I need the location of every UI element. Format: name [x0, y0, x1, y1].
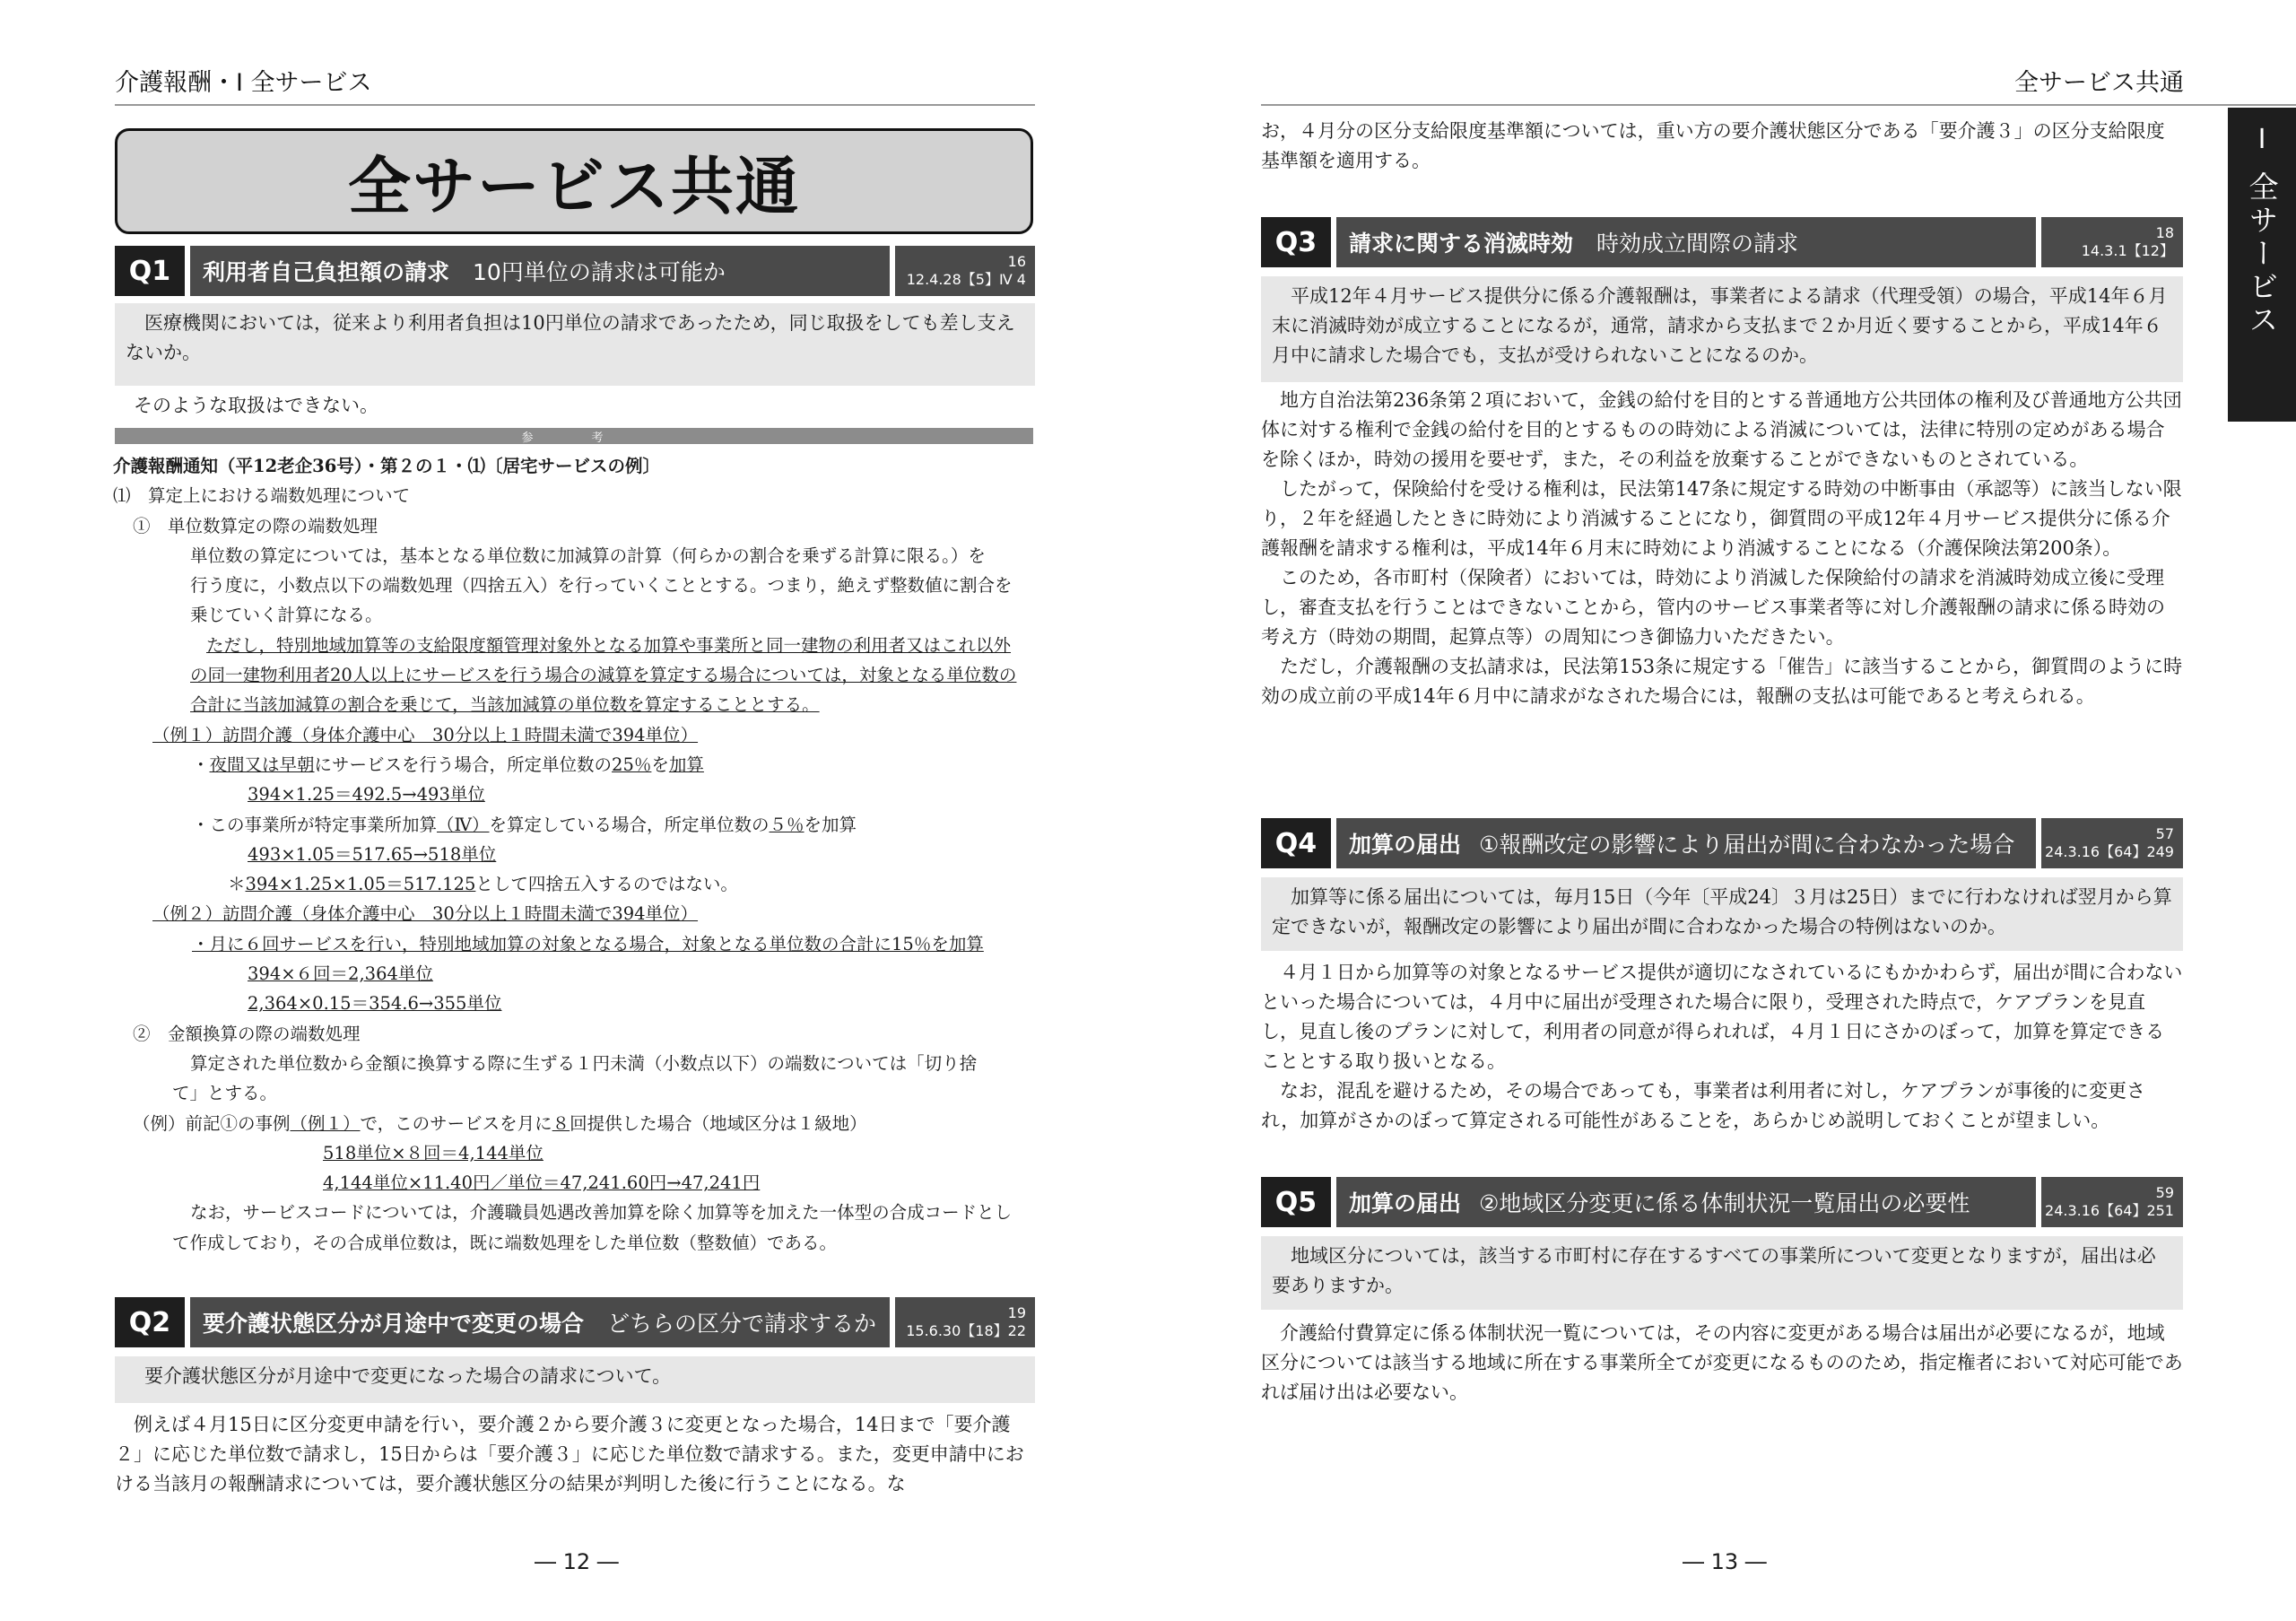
ref-line: ① 単位数算定の際の端数処理: [133, 515, 378, 536]
q2-ref-source: 15.6.30【18】22: [906, 1322, 1026, 1339]
ref-line: ② 金額換算の際の端数処理: [133, 1023, 361, 1044]
ref-line: 394×６回＝2,364単位: [248, 963, 433, 985]
q2-question: 要介護状態区分が月途中で変更になった場合の請求について。: [115, 1356, 1035, 1403]
q1-number: Q1: [115, 246, 185, 296]
header-rule-right: [1261, 104, 2183, 106]
ref-text: を: [651, 754, 669, 775]
q1-header: [115, 246, 1035, 296]
q4-header: [1261, 818, 2183, 868]
ref-line: 行う度に，小数点以下の端数処理（四捨五入）を行っていくこととする。つまり，絶えず整数値に割合を: [190, 575, 1013, 597]
ref-text: （Ⅳ）: [437, 814, 490, 835]
q1-reference: [895, 246, 1035, 296]
ref-line: ・月に６回サービスを行い，特別地域加算の対象となる場合，対象となる単位数の合計に15％を加算: [192, 933, 984, 954]
ref-line: 394×1.25＝492.5→493単位: [248, 784, 485, 806]
ref-line: ただし，特別地域加算等の支給限度額管理対象外となる加算や事業所と同一建物の利用者又はこれ以外: [206, 634, 1012, 656]
page-number-right: ― 13 ―: [1683, 1549, 1767, 1574]
q5-reference: [2041, 1177, 2183, 1227]
ref-text: ）: [680, 724, 699, 745]
q3-answer: [1261, 386, 2183, 711]
q4-title: 加算の届出: [1349, 832, 1462, 858]
q4-reference: [2041, 818, 2183, 868]
q3-number: Q3: [1261, 217, 1331, 267]
ref-line: 単位数の算定については，基本となる単位数に加減算の計算（何らかの割合を乗ずる計算に限る。）を: [190, 545, 986, 566]
ref-text: 加算: [668, 754, 704, 775]
q5-ref-number: 59: [2155, 1184, 2174, 1201]
ref-line: ⑴ 算定上における端数処理について: [113, 485, 411, 507]
ref-text: で，このサービスを月に: [360, 1112, 552, 1134]
ref-text: として四捨五入するのではない。: [475, 874, 738, 895]
q3-answer-para: したがって，保険給付を受ける権利は，民法第147条に規定する時効の中断事由（承認等）に該当しない限り，２年を経過したときに時効により消滅することになり，御質問の平成12年４月サービス提供分に係る介護報酬を請求する権利は，平成14年６月末に時効により消滅することになる（介護保険法第200条）。: [1261, 478, 2182, 559]
q3-title-bar: [1336, 217, 2036, 267]
ref-line: [113, 720, 1037, 750]
section-title-box: [115, 128, 1033, 234]
chapter-tab-label: 全サービス: [2244, 171, 2280, 337]
q3-question: 平成12年４月サービス提供分に係る介護報酬は，事業者による請求（代理受領）の場合，平成14年６月末に消滅時効が成立することになるが，通常，請求から支払まで２か月近く要することから，平成14年６月中に請求した場合でも，支払が受けられないことになるのか。: [1261, 276, 2183, 382]
q1-answer: そのような取扱はできない。: [134, 395, 378, 416]
ref-text: ８: [552, 1112, 570, 1134]
q2-reference: [895, 1297, 1035, 1347]
ref-text: 394単位: [612, 724, 681, 745]
q2-number: Q2: [115, 1297, 185, 1347]
ref-text: ＊: [228, 874, 246, 895]
ref-text: にサービスを行う場合，所定単位数の: [314, 754, 613, 775]
q1-ref-source: 12.4.28【5】Ⅳ 4: [906, 271, 1026, 288]
q3-answer-para: ただし，介護報酬の支払請求は，民法第153条に規定する「催告」に該当することから，御質問のように時効の成立前の平成14年６月中に請求がなされた場合には，報酬の支払は可能であると考えられる。: [1261, 656, 2183, 707]
chapter-tab[interactable]: [2228, 108, 2296, 422]
ref-text: 回提供した場合（地域区分は１級地）: [570, 1112, 867, 1134]
ref-line: 算定された単位数から金額に換算する際に生ずる１円未満（小数点以下）の端数については「切り捨: [190, 1052, 978, 1074]
q5-answer: 介護給付費算定に係る体制状況一覧については，その内容に変更がある場合は届出が必要になるが，地域区分については該当する地域に所在する事業所全てが変更になるもののため，指定権者において対応可能であれば届け出は必要ない。: [1261, 1322, 2183, 1403]
q4-answer-para: なお，混乱を避けるため，その場合であっても，事業者は利用者に対し，ケアプランが事後的に変更され，加算がさかのぼって算定される可能性があることを，あらかじめ説明しておくことが望ましい。: [1261, 1080, 2145, 1131]
q3-reference: [2041, 217, 2183, 267]
reference-bar: [115, 428, 1033, 444]
reference-label: 参 考: [521, 431, 627, 445]
ref-text: ・この事業所が特定事業所加算: [192, 814, 438, 835]
ref-line: なお，サービスコードについては，介護職員処遇改善加算を除く加算等を加えた一体型の合成コードとし: [190, 1202, 1013, 1224]
running-head: 介護報酬・Ⅰ 全サービス: [115, 69, 372, 97]
ref-text: 夜間又は早朝: [209, 754, 315, 775]
ref-line: 介護報酬通知（平12老企36号）・第２の１・⑴〔居宅サービスの例〕: [113, 456, 661, 476]
ref-text: 25％: [612, 754, 652, 775]
reference-body: [113, 451, 1037, 1258]
ref-line: 合計に当該加減算の割合を乗じて，当該加減算の単位数を算定することとする。: [190, 694, 820, 716]
q2-answer: 例えば４月15日に区分変更申請を行い，要介護２から要介護３に変更となった場合，14日まで「要介護２」に応じた単位数で請求し，15日からは「要介護３」に応じた単位数で請求する。また，変更申請中における当該月の報酬請求については，要介護状態区分の結果が判明した後に行うことになる。な: [115, 1414, 1024, 1495]
ref-text: （例１）: [290, 1112, 361, 1134]
q1-title: 利用者自己負担額の請求: [203, 259, 450, 285]
page-number: ― 12 ―: [535, 1549, 619, 1574]
q2-subtitle: どちらの区分で請求するか: [607, 1311, 877, 1337]
ref-line: 4,144単位×11.40円／単位＝47,241.60円→47,241円: [323, 1172, 761, 1194]
q5-number: Q5: [1261, 1177, 1331, 1227]
ref-text: を算定している場合，所定単位数の: [489, 814, 770, 835]
q4-subtitle: ①報酬改定の影響により届出が間に合わなかった場合: [1479, 832, 2015, 858]
ref-line: [113, 810, 1037, 840]
ref-line: [113, 750, 1037, 780]
ref-text: （例１）訪問介護（身体介護中心 30分以上１時間未満で: [152, 724, 613, 745]
q4-question: 加算等に係る届出については，毎月15日（今年〔平成24〕３月は25日）までに行わなければ翌月から算定できないが，報酬改定の影響により届出が間に合わなかった場合の特例はないのか。: [1261, 877, 2183, 951]
q1-ref-number: 16: [1007, 253, 1026, 270]
q3-answer-para: 地方自治法第236条第２項において，金銭の給付を目的とする普通地方公共団体の権利及び普通地方公共団体に対する権利で金銭の給付を目的とするものの時効による消滅については，法律に特別の定めがある場合を除くほか，時効の援用を要せず，また，その利益を放棄することができないものとされている。: [1261, 389, 2182, 470]
q4-ref-number: 57: [2155, 825, 2174, 842]
ref-text: ５％: [769, 814, 804, 835]
q3-ref-source: 14.3.1【12】: [2081, 242, 2174, 259]
q2-ref-number: 19: [1007, 1304, 1026, 1321]
q2-answer-continued: お，４月分の区分支給限度基準額については，重い方の要介護状態区分である「要介護３」の区分支給限度基準額を適用する。: [1261, 120, 2165, 171]
running-head-right: 全サービス共通: [2014, 69, 2184, 97]
ref-line: [113, 869, 1037, 899]
q5-subtitle: ②地域区分変更に係る体制状況一覧届出の必要性: [1479, 1190, 1970, 1216]
ref-line: （例２）訪問介護（身体介護中心 30分以上１時間未満で394単位）: [152, 903, 699, 925]
q2-title: 要介護状態区分が月途中で変更の場合: [203, 1311, 585, 1337]
q2-header: [115, 1297, 1035, 1347]
ref-line: 乗じていく計算になる。: [190, 605, 383, 626]
q1-title-bar: [190, 246, 890, 296]
q1-subtitle: 10円単位の請求は可能か: [473, 259, 726, 285]
q1-question: 医療機関においては，従来より利用者負担は10円単位の請求であったため，同じ取扱をしても差し支えないか。: [115, 303, 1035, 386]
header-rule: [115, 104, 1035, 106]
q3-ref-number: 18: [2155, 224, 2174, 241]
ref-line: 2,364×0.15＝354.6→355単位: [248, 993, 502, 1015]
q4-title-bar: [1336, 818, 2036, 868]
q4-ref-source: 24.3.16【64】249: [2045, 843, 2174, 860]
q4-answer: [1261, 958, 2183, 1136]
q2-title-bar: [190, 1297, 890, 1347]
chapter-tab-number: Ⅰ: [2257, 124, 2266, 155]
ref-line: て」とする。: [172, 1083, 278, 1104]
q3-title: 請求に関する消滅時効: [1349, 231, 1574, 257]
ref-line: [113, 1109, 1037, 1138]
ref-text: ・: [192, 754, 210, 775]
q3-answer-para: このため，各市町村（保険者）においては，時効により消滅した保険給付の請求を消滅時効成立後に受理し，審査支払を行うことはできないことから，管内のサービス事業者等に対し介護報酬の請求に係る時効の考え方（時効の期間，起算点等）の周知につき御協力いただきたい。: [1261, 567, 2165, 648]
q5-ref-source: 24.3.16【64】251: [2045, 1202, 2174, 1219]
q5-header: [1261, 1177, 2183, 1227]
ref-text: 394×1.25×1.05＝517.125: [245, 874, 476, 895]
ref-text: （例）前記①の事例: [133, 1112, 291, 1134]
section-title: 全サービス共通: [348, 149, 800, 223]
q5-question: 地域区分については，該当する市町村に存在するすべての事業所について変更となりますが，届出は必要ありますか。: [1261, 1236, 2183, 1310]
ref-text: を加算: [804, 814, 857, 835]
q3-header: [1261, 217, 2183, 267]
q4-number: Q4: [1261, 818, 1331, 868]
ref-line: 493×1.05＝517.65→518単位: [248, 843, 497, 865]
q5-title: 加算の届出: [1349, 1190, 1462, 1216]
q3-subtitle: 時効成立間際の請求: [1596, 231, 1799, 257]
ref-line: の同一建物利用者20人以上にサービスを行う場合の減算を算定する場合については，対象となる単位数の: [190, 665, 1017, 686]
q5-title-bar: [1336, 1177, 2036, 1227]
ref-line: て作成しており，その合成単位数は，既に端数処理をした単位数（整数値）である。: [172, 1232, 838, 1253]
q4-answer-para: ４月１日から加算等の対象となるサービス提供が適切になされているにもかかわらず，届出が間に合わないといった場合については，４月中に届出が受理された場合に限り，受理された時点で，ケアプランを見直し，見直し後のプランに対して，利用者の同意が得られれば，４月１日にさかのぼって，加算を算定できることとする取り扱いとなる。: [1261, 962, 2183, 1072]
ref-line: 518単位×８回＝4,144単位: [323, 1142, 544, 1163]
